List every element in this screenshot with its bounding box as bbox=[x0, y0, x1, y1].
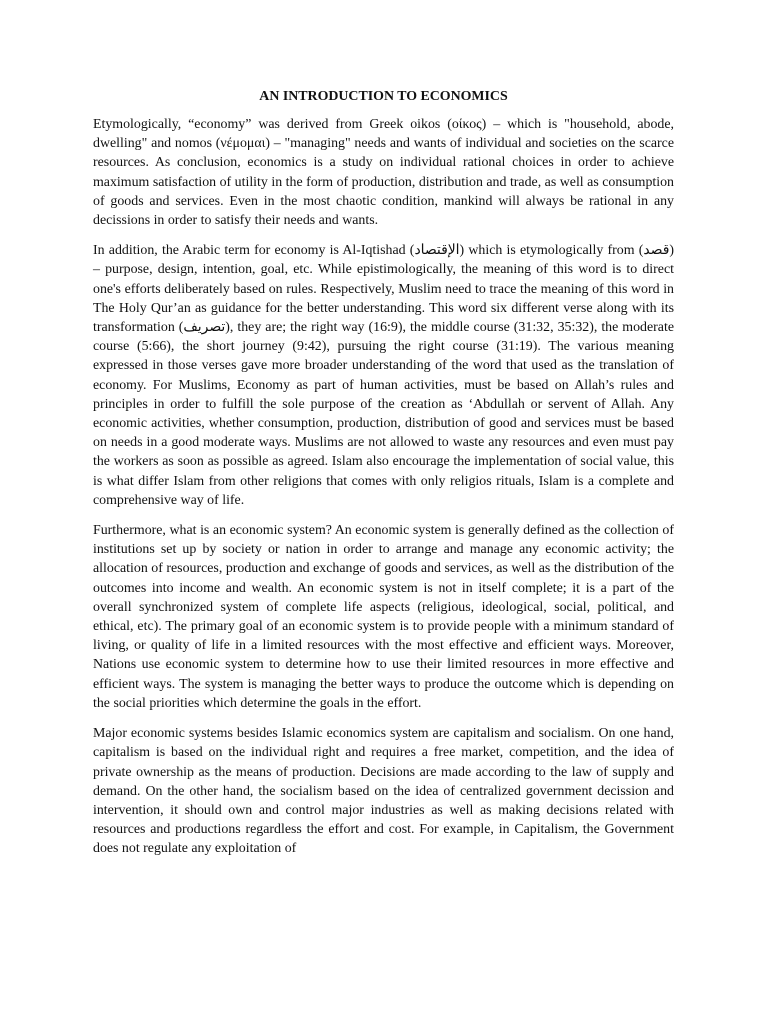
paragraph-etymology: Etymologically, “economy” was derived from Greek oikos (οίκος) – which is "household, abode, dwelling" and nomos (νέμομαι) – "managing" needs and wants of individual and societies on the scarce resources. As conclusion, economics is a study on individual rational choices in order to achieve maximum satisfaction of utility in the form of production, distribution and trade, as well as consumption of goods and services. Even in the most chaotic condition, mankind will always be rational in any decissions in order to satisfy their needs and wants. bbox=[93, 117, 674, 229]
paragraph-major-systems: Major economic systems besides Islamic economics system are capitalism and socialism. On one hand, capitalism is based on the individual right and requires a free market, competition, and the idea of private ownership as the means of production. Decisions are made according to the law of supply and demand. On the other hand, the socialism based on the idea of centralized government decission and intervention, it should own and control major industries as well as making decisions related with resources and productions regardless the effort and cost. For example, in Capitalism, the Government does not regulate any exploitation of bbox=[93, 726, 674, 857]
document-page bbox=[93, 87, 674, 859]
paragraph-economic-system: Furthermore, what is an economic system? An economic system is generally defined as the collection of institutions set up by society or nation in order to arrange and manage any economic activity; the allocation of resources, production and exchange of goods and services, as well as the distribution of the outcomes into income and wealth. An economic system is not in itself complete; it is a part of the overall synchronized system of complete life aspects (religious, ideological, social, political, and ethical, etc). The primary goal of an economic system is to provide people with a minimum standard of living, or quality of life in a limited resources with the most effective and efficient ways. Moreover, Nations use economic system to determine how to use their limited resources in more effective and efficient ways. The system is managing the better ways to produce the outcome which is depending on the social priorities which determine the goals in the effort. bbox=[93, 523, 674, 711]
document-title: AN INTRODUCTION TO ECONOMICS bbox=[259, 89, 508, 104]
paragraph-al-iqtishad: In addition, the Arabic term for economy is Al-Iqtishad (الإقتصاد) which is etymologically from (قصد) – purpose, design, intention, goal, etc. While epistimologically, the meaning of this word is to direct one's efforts deliberately based on rules. Respectively, Muslim need to trace the meaning of this word in The Holy Qur’an as guidance for the better understanding. This word six different verse along with its transformation (تصريف), they are; the right way (16:9), the middle course (31:32, 35:32), the moderate course (5:66), the short journey (9:42), pursuing the right course (31:19). The various meaning expressed in those verses gave more broader understanding of the word that used as the translation of economy. For Muslims, Economy as part of human activities, must be based on Allah’s rules and principles in order to fulfill the sole purpose of the creation as ‘Abdullah or servent of Allah. Any economic activities, whether consumption, production, distribution of good and services must be based on needs in a good moderate ways. Muslims are not allowed to waste any resources and even must pay the workers as soon as possible as agreed. Islam also encourage the implementation of social value, this is what differ Islam from other religions that comes with only religios rituals, Islam is a complete and comprehensive way of life. bbox=[93, 243, 674, 508]
